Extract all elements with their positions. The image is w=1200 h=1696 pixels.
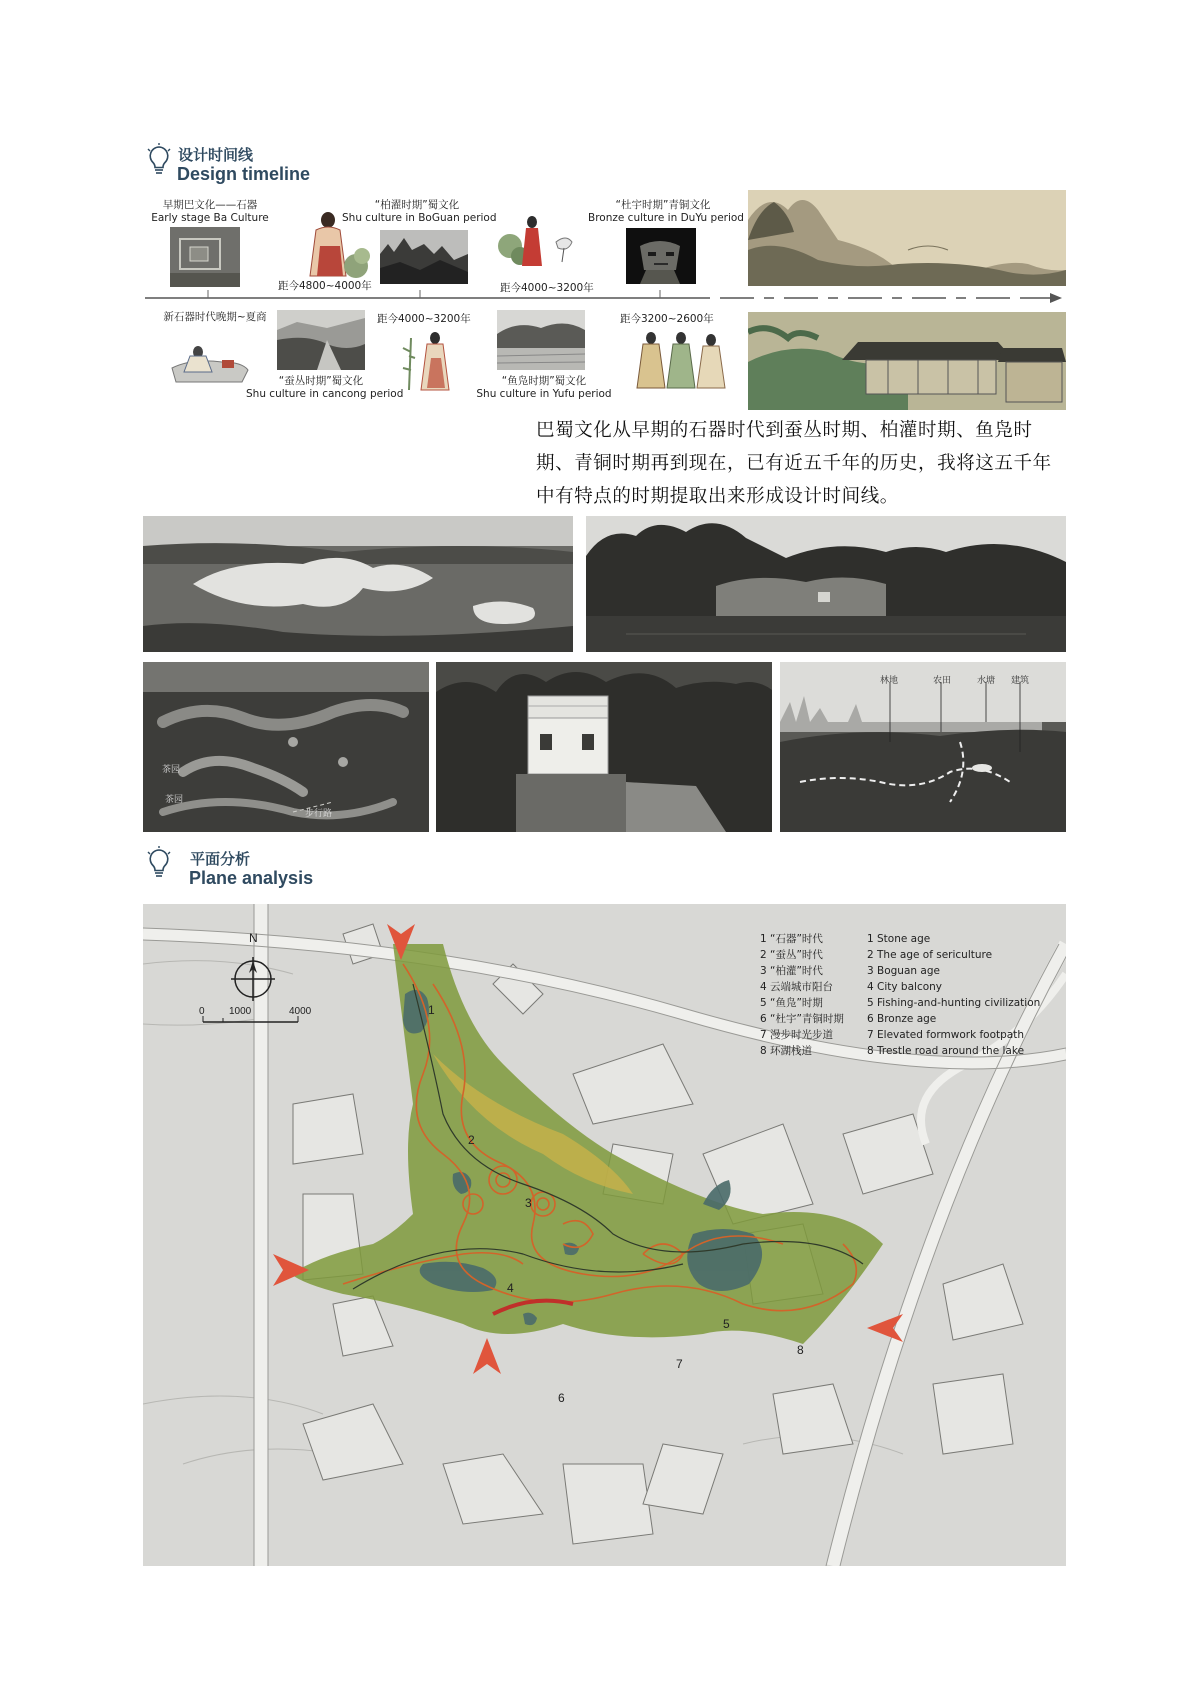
- cancong-terrain-photo: [277, 310, 365, 370]
- timeline-description: 巴蜀文化从早期的石器时代到蚕丛时期、柏灌时期、鱼凫时期、青铜时期再到现在，已有近五千年的历史，我将这五千年中有特点的时期提取出来形成设计时间线。: [536, 420, 1052, 507]
- area-number-6: 6: [558, 1391, 565, 1405]
- scale-0: 0: [199, 1006, 205, 1017]
- area-number-7: 7: [676, 1357, 683, 1371]
- neolithic-figure-illustration: [168, 338, 250, 384]
- yufu-rice-field-photo: [497, 310, 585, 370]
- timeline-date-4: 距今3200~2600年: [620, 313, 714, 325]
- stone-ruins-photo: [170, 227, 240, 287]
- timeline-caption-stone: 早期巴文化——石器 Early stage Ba Culture: [151, 199, 269, 224]
- contour-label-3: 步行路: [305, 809, 333, 819]
- area-number-8: 8: [797, 1343, 804, 1357]
- timeline-date-3: 距今4000~3200年: [500, 282, 594, 294]
- timeline-date-1: 距今4800~4000年: [278, 280, 372, 292]
- timeline-caption-yufu: “鱼凫时期”蜀文化 Shu culture in Yufu period: [476, 375, 612, 400]
- aerial-label-farmland: 农田: [933, 676, 952, 686]
- cancong-figure-illustration: [393, 328, 473, 394]
- lightbulb-icon: [146, 143, 172, 179]
- timeline-title-cn: 设计时间线: [178, 146, 254, 164]
- north-label: N: [249, 931, 258, 945]
- timeline-caption-boguan: “柏濯时期”蜀文化 Shu culture in BoGuan period: [342, 199, 497, 224]
- timeline-title-en: Design timeline: [177, 164, 311, 184]
- pump-house-photo: [436, 662, 772, 832]
- aerial-label-leaders: [870, 682, 1040, 762]
- contour-terrain-photo: [143, 662, 429, 832]
- plane-title-cn: 平面分析: [190, 850, 251, 868]
- contour-label-1: 茶园: [162, 765, 181, 775]
- area-number-2: 2: [468, 1133, 475, 1147]
- area-number-3: 3: [525, 1196, 532, 1210]
- legend-en: 1 Stone age 2 The age of sericulture 3 Boguan age 4 City balcony 5 Fishing-and-hunting civilization 6 Bronze age 7 Elevated formwork footpath 8 Trestle road around the lake: [867, 933, 1041, 1057]
- lightbulb-icon: [146, 846, 172, 882]
- aerial-label-building: 建筑: [1011, 676, 1030, 686]
- misty-forest-photo: [380, 230, 468, 284]
- yufu-figure-illustration: [496, 212, 586, 272]
- boguan-figure-illustration: [302, 206, 372, 284]
- area-number-1: 1: [428, 1003, 435, 1017]
- timeline-date-2: 距今4000~3200年: [377, 313, 471, 325]
- scale-1000: 1000: [229, 1006, 252, 1017]
- contour-label-2: 茶园: [165, 795, 184, 805]
- landscape-painting-top: [748, 190, 1066, 286]
- aerial-label-pond: 水塘: [977, 676, 996, 686]
- timeline-caption-cancong: “蚕丛时期”蜀文化 Shu culture in cancong period: [246, 375, 404, 400]
- area-number-5: 5: [723, 1317, 730, 1331]
- timeline-caption-neolithic: 新石器时代晚期~夏商: [163, 311, 267, 323]
- lake-aerial-photo: [143, 516, 573, 652]
- palace-painting-bottom: [748, 312, 1066, 410]
- lakeside-forest-photo: [586, 516, 1066, 652]
- plane-title-en: Plane analysis: [189, 868, 314, 888]
- scale-4000: 4000: [289, 1006, 312, 1017]
- timeline-caption-duyu: “杜宇时期”青铜文化 Bronze culture in DuYu period: [588, 199, 744, 224]
- bronze-mask-photo: [626, 228, 696, 284]
- area-number-4: 4: [507, 1281, 514, 1295]
- aerial-label-forest: 林地: [880, 676, 899, 686]
- legend-cn: 1 “石器”时代 2 “蚕丛”时代 3 “柏灌”时代 4 云端城市阳台 5 “鱼凫”时期 6 “杜宇”青铜时期 7 漫步时光步道 8 环湖栈道: [760, 933, 844, 1057]
- duyu-figures-illustration: [633, 328, 733, 390]
